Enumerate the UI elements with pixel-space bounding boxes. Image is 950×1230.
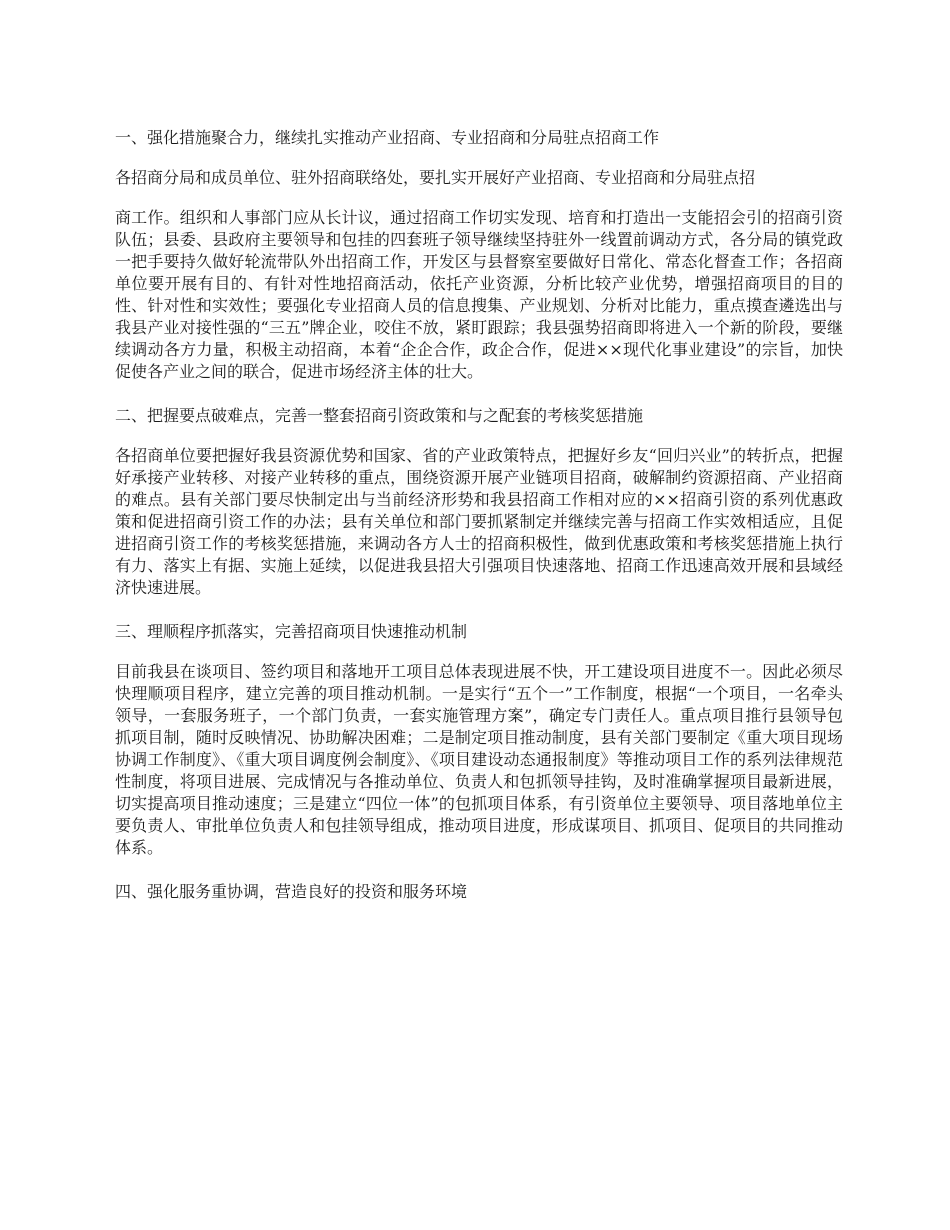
section-heading-1: 一、强化措施聚合力，继续扎实推动产业招商、专业招商和分局驻点招商工作 <box>115 128 660 147</box>
document-page <box>115 127 843 921</box>
body-paragraph: 目前我县在谈项目、签约项目和落地开工项目总体表现进展不快，开工建设项目进度不一。因此必须尽快理顺项目程序，建立完善的项目推动机制。一是实行“五个一”工作制度，根据“一个项目，一名牵头领导，一套服务班子，一个部门负责，一套实施管理方案”，确定专门责任人。重点项目推行县领导包抓项目制，随时反映情况、协助解决困难；二是制定项目推动制度，县有关部门要制定《重大项目现场协调工作制度》、《重大项目调度例会制度》、《项目建设动态通报制度》等推动项目工作的系列法律规范性制度，将项目进展、完成情况与各推动单位、负责人和包抓领导挂钩，及时准确掌握项目最新进展，切实提高项目推动速度；三是建立“四位一体”的包抓项目体系，有引资单位主要领导、项目落地单位主要负责人、审批单位负责人和包挂领导组成，推动项目进度，形成谋项目、抓项目、促项目的共同推动体系。 <box>115 662 843 857</box>
body-paragraph: 各招商分局和成员单位、驻外招商联络处，要扎实开展好产业招商、专业招商和分局驻点招 <box>115 168 756 187</box>
body-paragraph: 各招商单位要把握好我县资源优势和国家、省的产业政策特点，把握好乡友“回归兴业”的转折点，把握好承接产业转移、对接产业转移的重点，围绕资源开展产业链项目招商，破解制约资源招商、产业招商的难点。县有关部门要尽快制定出与当前经济形势和我县招商工作相对应的××招商引资的系列优惠政策和促进招商引资工作的办法；县有关单位和部门要抓紧制定并继续完善与招商工作实效相适应，且促进招商引资工作的考核奖惩措施，来调动各方人士的招商积极性，做到优惠政策和考核奖惩措施上执行有力、落实上有据、实施上延续，以促进我县招大引强项目快速落地、招商工作迅速高效开展和县域经济快速进展。 <box>115 446 843 597</box>
section-heading-2: 二、把握要点破难点，完善一整套招商引资政策和与之配套的考核奖惩措施 <box>115 406 644 425</box>
section-heading-4: 四、强化服务重协调，营造良好的投资和服务环境 <box>115 882 468 901</box>
section-heading-3: 三、理顺程序抓落实，完善招商项目快速推动机制 <box>115 622 468 641</box>
body-paragraph: 商工作。组织和人事部门应从长计议，通过招商工作切实发现、培育和打造出一支能招会引的招商引资队伍；县委、县政府主要领导和包挂的四套班子领导继续坚持驻外一线置前调动方式，各分局的镇党政一把手要持久做好轮流带队外出招商工作，开发区与县督察室要做好日常化、常态化督查工作；各招商单位要开展有目的、有针对性地招商活动，依托产业资源，分析比较产业优势，增强招商项目的目的性、针对性和实效性；要强化专业招商人员的信息搜集、产业规划、分析对比能力，重点摸查遴选出与我县产业对接性强的“三五”牌企业，咬住不放，紧盯跟踪；我县强势招商即将进入一个新的阶段，要继续调动各方力量，积极主动招商，本着“企企合作，政企合作，促进××现代化事业建设”的宗旨，加快促使各产业之间的联合，促进市场经济主体的壮大。 <box>115 208 843 381</box>
